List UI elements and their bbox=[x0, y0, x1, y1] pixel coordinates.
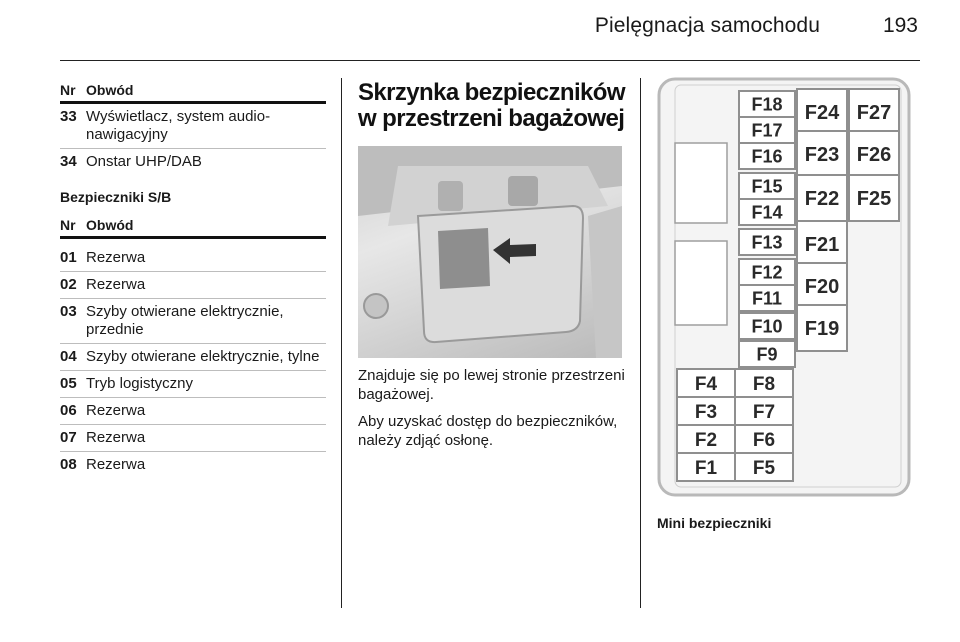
fuse-label-f27: F27 bbox=[856, 102, 892, 125]
fuse-label-f9: F9 bbox=[756, 344, 778, 365]
diagram-caption: Mini bezpieczniki bbox=[657, 515, 772, 531]
fuse-label-f22: F22 bbox=[804, 188, 840, 211]
row-circuit: Rezerwa bbox=[86, 402, 146, 419]
location-paragraph: Znajduje się po lewej stronie przestrzeni bagażowej. bbox=[358, 367, 625, 403]
fuse-label-f19: F19 bbox=[804, 318, 840, 341]
header-nr: Nr bbox=[60, 82, 76, 98]
row-circuit: Rezerwa bbox=[86, 456, 146, 473]
row-circuit: Wyświetlacz, system audio-nawigacyjny bbox=[86, 108, 271, 143]
header-nr: Nr bbox=[60, 217, 76, 233]
fuse-label-f5: F5 bbox=[752, 457, 776, 479]
table-row bbox=[60, 149, 326, 175]
row-nr: 08 bbox=[60, 456, 77, 473]
table-row bbox=[60, 371, 326, 398]
fuse-box-diagram bbox=[657, 77, 911, 497]
fuse-label-f3: F3 bbox=[694, 401, 718, 423]
fuse-label-f7: F7 bbox=[752, 401, 776, 423]
fuse-label-f24: F24 bbox=[804, 102, 840, 125]
table-row bbox=[60, 245, 326, 272]
row-circuit: Onstar UHP/DAB bbox=[86, 153, 202, 170]
page-number: 193 bbox=[882, 14, 918, 37]
fuse-label-f25: F25 bbox=[856, 188, 892, 211]
row-nr: 07 bbox=[60, 429, 77, 446]
header-circuit: Obwód bbox=[86, 82, 134, 98]
fuse-label-f8: F8 bbox=[752, 373, 776, 395]
luggage-compartment-photo bbox=[358, 146, 622, 358]
table-row bbox=[60, 299, 326, 344]
table-header bbox=[60, 81, 326, 104]
table-row bbox=[60, 452, 326, 478]
table-row bbox=[60, 272, 326, 299]
row-circuit: Rezerwa bbox=[86, 429, 146, 446]
fuse-label-f10: F10 bbox=[751, 316, 783, 337]
fuse-label-f16: F16 bbox=[751, 146, 783, 167]
row-circuit: Rezerwa bbox=[86, 276, 146, 293]
fuse-label-f2: F2 bbox=[694, 429, 718, 451]
table-row bbox=[60, 344, 326, 371]
fuse-label-f11: F11 bbox=[751, 288, 783, 309]
table-row bbox=[60, 104, 326, 149]
row-nr: 33 bbox=[60, 108, 77, 125]
table-header bbox=[60, 216, 326, 239]
fuse-label-f23: F23 bbox=[804, 144, 840, 167]
fuse-label-f20: F20 bbox=[804, 276, 840, 299]
column-divider-1 bbox=[341, 78, 342, 608]
row-nr: 03 bbox=[60, 303, 77, 320]
fuse-label-f15: F15 bbox=[751, 176, 783, 197]
row-nr: 01 bbox=[60, 249, 77, 266]
section-label: Bezpieczniki S/B bbox=[60, 189, 172, 205]
fuse-label-f1: F1 bbox=[694, 457, 718, 479]
fuse-label-f18: F18 bbox=[751, 94, 783, 115]
row-circuit: Tryb logistyczny bbox=[86, 375, 193, 392]
table-row bbox=[60, 398, 326, 425]
fuse-layout-svg bbox=[657, 77, 911, 497]
fuse-label-f12: F12 bbox=[751, 262, 783, 283]
row-nr: 04 bbox=[60, 348, 77, 365]
row-circuit: Szyby otwierane elektrycznie, przednie bbox=[86, 303, 284, 338]
row-nr: 02 bbox=[60, 276, 77, 293]
fuse-label-f21: F21 bbox=[804, 234, 840, 257]
fuse-label-f14: F14 bbox=[751, 202, 783, 223]
header-rule bbox=[60, 60, 920, 61]
row-circuit: Rezerwa bbox=[86, 249, 146, 266]
fuse-label-f6: F6 bbox=[752, 429, 776, 451]
luggage-fusebox-column bbox=[358, 80, 628, 450]
fuse-label-f26: F26 bbox=[856, 144, 892, 167]
row-circuit: Szyby otwierane elektrycznie, tylne bbox=[86, 348, 320, 365]
section-heading: Skrzynka bezpieczników w przestrzeni bagażowej bbox=[358, 79, 625, 132]
row-nr: 34 bbox=[60, 153, 77, 170]
row-nr: 05 bbox=[60, 375, 77, 392]
trunk-illustration bbox=[358, 146, 622, 358]
header-title: Pielęgnacja samochodu bbox=[594, 14, 820, 37]
column-divider-2 bbox=[640, 78, 641, 608]
fuse-label-f13: F13 bbox=[751, 232, 783, 253]
fuse-label-f4: F4 bbox=[694, 373, 718, 395]
fuse-tables-column bbox=[60, 81, 326, 478]
row-nr: 06 bbox=[60, 402, 77, 419]
access-paragraph: Aby uzyskać dostęp do bezpieczników, należy zdjąć osłonę. bbox=[358, 413, 618, 449]
table-row bbox=[60, 425, 326, 452]
fuse-label-f17: F17 bbox=[751, 120, 783, 141]
header-circuit: Obwód bbox=[86, 217, 134, 233]
fuse-diagram-column bbox=[657, 77, 927, 531]
